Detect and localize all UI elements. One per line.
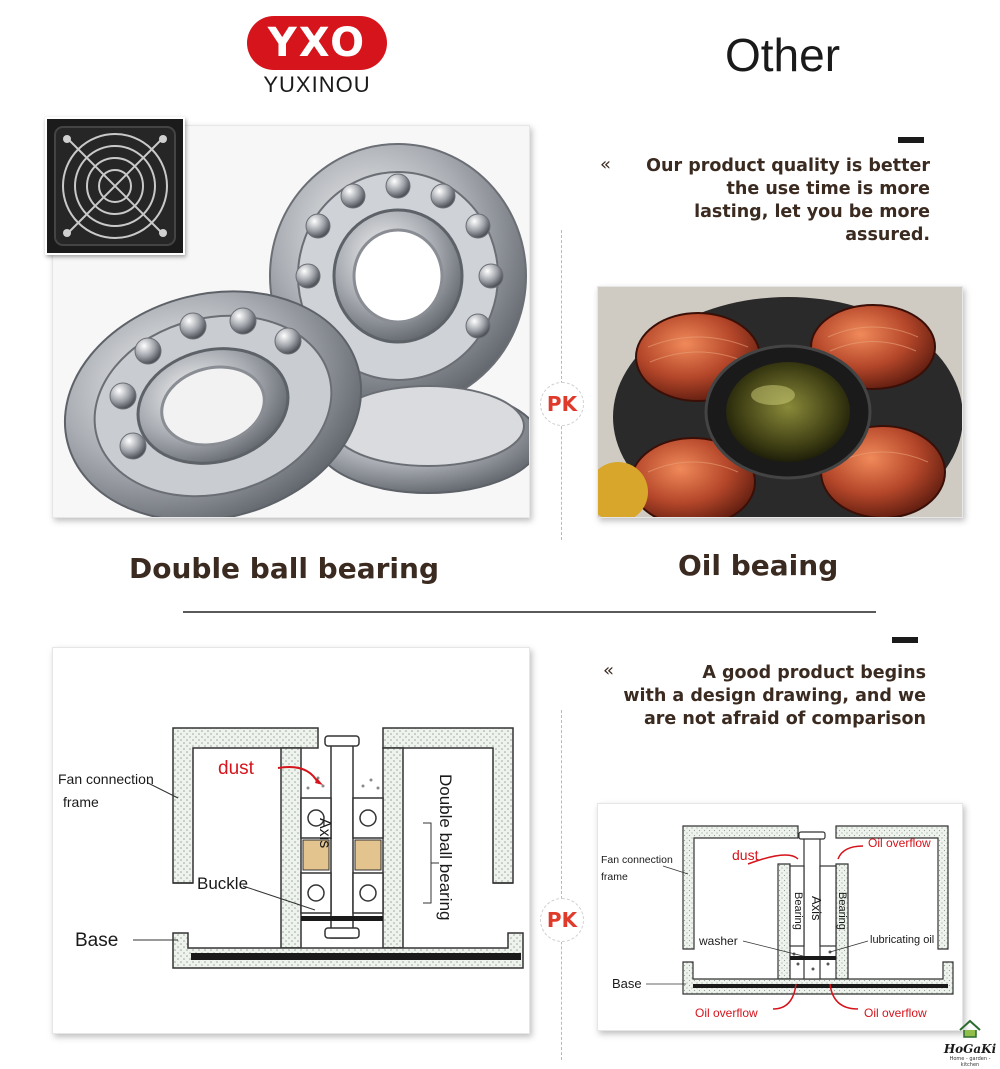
design-quote xyxy=(596,662,926,731)
competitor-title: Other xyxy=(725,29,841,81)
fan-inset-photo xyxy=(45,117,185,255)
vertical-divider xyxy=(561,710,562,1060)
quote-line: A good product begins xyxy=(702,663,926,683)
fan-frame-label: Fan connection xyxy=(58,771,154,787)
caption-oil-bearing: Oil beaing xyxy=(678,549,839,582)
fan-frame-label: frame xyxy=(601,871,628,883)
washer-label: washer xyxy=(699,934,738,948)
double-ball-bearing-diagram xyxy=(52,647,530,1034)
watermark-name: HoGaKi xyxy=(943,1042,997,1056)
hogaki-watermark xyxy=(942,1018,998,1066)
bearing-label: Bearing xyxy=(836,892,848,930)
bearing-label: Bearing xyxy=(792,892,804,930)
watermark-tagline: Home - garden - kitchen xyxy=(949,1056,991,1068)
brand-mark: YXO xyxy=(267,20,367,66)
caption-double-ball-bearing: Double ball bearing xyxy=(129,552,439,585)
fan-frame-label: frame xyxy=(63,794,99,810)
oil-bearing-photo xyxy=(597,286,963,518)
oil-overflow-label: Oil overflow xyxy=(868,836,931,850)
dust-label: dust xyxy=(732,847,759,863)
section-divider xyxy=(183,611,876,613)
base-label: Base xyxy=(612,976,642,991)
oil-overflow-label: Oil overflow xyxy=(864,1006,927,1020)
double-chevron-icon: « xyxy=(603,660,615,681)
oil-bearing-diagram xyxy=(597,803,963,1031)
fan-frame-label: Fan connection xyxy=(601,854,673,866)
dash-marker xyxy=(892,637,918,643)
quote-line: are not afraid of comparison xyxy=(643,709,926,729)
oil-overflow-label: Oil overflow xyxy=(695,1006,758,1020)
quote-line: Our product quality is better xyxy=(646,156,930,176)
house-leaf-icon xyxy=(958,1018,982,1038)
quote-line: assured. xyxy=(845,225,930,245)
quote-line: lasting, let you be more xyxy=(694,202,930,222)
dash-marker xyxy=(898,137,924,143)
double-ball-bearing-label: Double ball bearing xyxy=(436,774,455,921)
buckle-label: Buckle xyxy=(197,874,249,893)
axis-label: Axis xyxy=(809,896,824,921)
double-chevron-icon: « xyxy=(600,154,612,175)
quote-line: the use time is more xyxy=(726,179,930,199)
brand-name: YUXINOU xyxy=(263,72,371,97)
pk-badge: PK xyxy=(540,898,584,942)
pk-badge: PK xyxy=(540,382,584,426)
dust-label: dust xyxy=(218,758,254,779)
brand-logo xyxy=(247,16,387,70)
lubricating-oil-label: lubricating oil xyxy=(870,934,935,946)
quote-line: with a design drawing, and we xyxy=(623,686,926,706)
quality-quote xyxy=(596,155,930,247)
base-label: Base xyxy=(75,930,119,951)
axis-label: Axis xyxy=(316,818,333,849)
